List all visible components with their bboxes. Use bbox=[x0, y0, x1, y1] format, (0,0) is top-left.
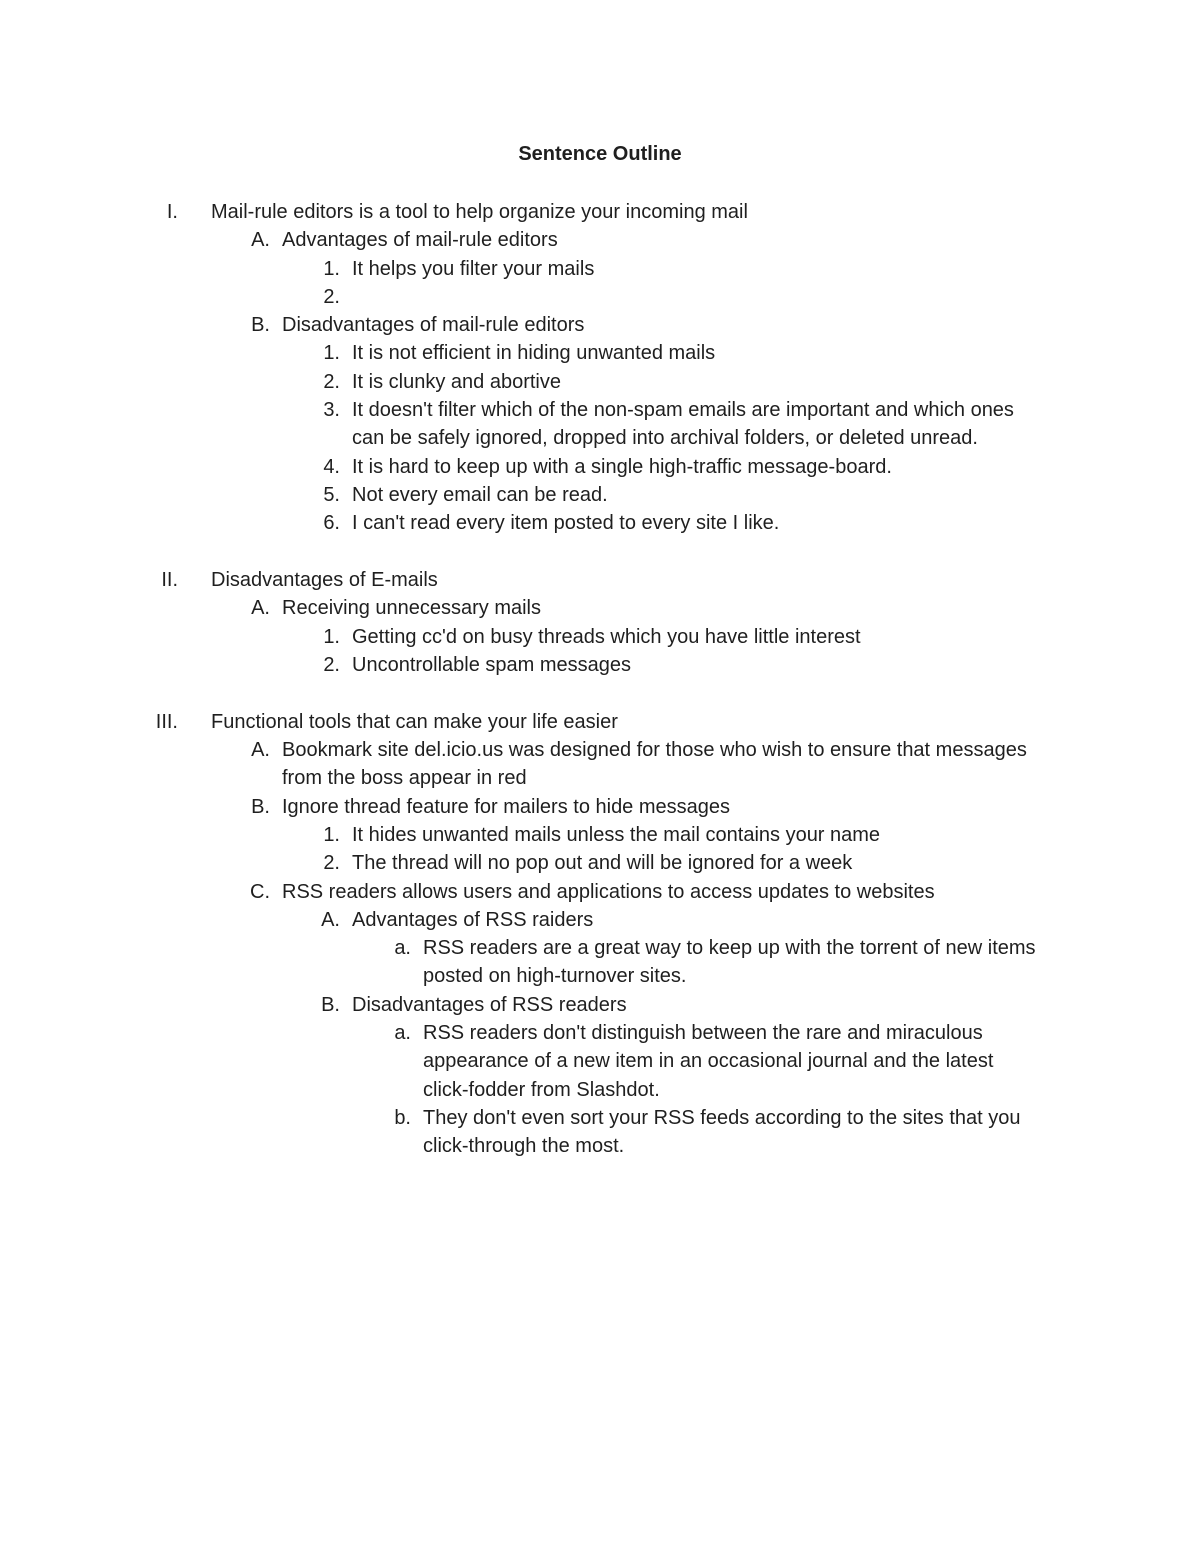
outline-text: It doesn't filter which of the non-spam emails are important and which ones can be safely ignored, dropped into archival folders, or deleted unread. bbox=[352, 399, 1014, 450]
outline-marker: C. bbox=[250, 880, 270, 903]
outline-item-level-3 bbox=[0, 481, 1200, 509]
outline-marker: 6. bbox=[323, 512, 340, 535]
outline-marker: 1. bbox=[323, 342, 340, 365]
outline-item-level-4 bbox=[0, 1019, 1200, 1104]
outline-text: Bookmark site del.icio.us was designed for those who wish to ensure that messages from the boss appear in red bbox=[282, 739, 1027, 790]
outline-text: Functional tools that can make your life easier bbox=[211, 710, 618, 733]
outline-text: Mail-rule editors is a tool to help organize your incoming mail bbox=[211, 201, 748, 223]
outline-text: It is clunky and abortive bbox=[352, 370, 561, 393]
outline-item-level-3 bbox=[0, 509, 1200, 537]
outline-marker: II. bbox=[161, 569, 178, 592]
outline-text: Not every email can be read. bbox=[352, 483, 608, 506]
outline-text: Ignore thread feature for mailers to hide messages bbox=[282, 795, 731, 818]
outline-marker: 1. bbox=[323, 625, 340, 648]
outline-text: RSS readers don't distinguish between the rare and miraculous appearance of a new item in an occasional journal and the latest click-fodder from Slashdot. bbox=[423, 1022, 994, 1101]
outline-item-level-1 bbox=[0, 708, 1200, 736]
outline-text: Advantages of RSS raiders bbox=[352, 908, 594, 931]
outline-marker: B. bbox=[251, 795, 270, 818]
outline-item-level-3 bbox=[0, 651, 1200, 679]
outline-item-level-3 bbox=[0, 906, 1200, 934]
outline-text: It is not efficient in hiding unwanted mails bbox=[352, 342, 716, 365]
outline-item-level-1 bbox=[0, 566, 1200, 594]
outline-marker: III. bbox=[155, 710, 178, 733]
outline-marker: 3. bbox=[323, 399, 340, 422]
outline-marker: b. bbox=[394, 1106, 411, 1129]
section-spacer bbox=[0, 679, 1200, 708]
outline-marker: I. bbox=[166, 201, 178, 223]
outline-item-level-2 bbox=[0, 226, 1200, 254]
outline-marker: 5. bbox=[323, 483, 340, 506]
outline-text: RSS readers are a great way to keep up with the torrent of new items posted on high-turnover sites. bbox=[423, 937, 1036, 988]
outline-text: Uncontrollable spam messages bbox=[352, 653, 632, 676]
outline-item-level-3 bbox=[0, 396, 1200, 453]
outline-marker: A. bbox=[251, 597, 270, 620]
outline-marker: 4. bbox=[323, 455, 340, 478]
outline-item-level-3 bbox=[0, 255, 1200, 283]
outline-text: Getting cc'd on busy threads which you have little interest bbox=[352, 625, 861, 648]
outline-text: I can't read every item posted to every site I like. bbox=[352, 512, 780, 535]
outline-item-level-3 bbox=[0, 453, 1200, 481]
outline-text: Disadvantages of E-mails bbox=[211, 569, 438, 592]
outline-marker: 1. bbox=[323, 823, 340, 846]
outline-item-level-3 bbox=[0, 821, 1200, 849]
outline-text: It is hard to keep up with a single high-traffic message-board. bbox=[352, 455, 892, 478]
outline-marker: 2. bbox=[323, 852, 340, 875]
outline-marker: B. bbox=[251, 314, 270, 337]
outline-marker: 2. bbox=[323, 285, 340, 308]
outline-text: They don't even sort your RSS feeds according to the sites that you click-through the most. bbox=[423, 1106, 1021, 1158]
outline-item-level-3 bbox=[0, 368, 1200, 396]
outline-marker: A. bbox=[321, 908, 340, 931]
document-title: Sentence Outline bbox=[518, 143, 682, 165]
outline-item-level-1 bbox=[0, 198, 1200, 226]
outline-marker: 2. bbox=[323, 370, 340, 393]
outline-item-level-3 bbox=[0, 623, 1200, 651]
outline-item-level-3 bbox=[0, 339, 1200, 367]
outline-text: It helps you filter your mails bbox=[352, 257, 595, 280]
outline-text: Disadvantages of mail-rule editors bbox=[282, 314, 585, 337]
outline-marker: a. bbox=[394, 1022, 411, 1045]
outline-text: Receiving unnecessary mails bbox=[282, 597, 542, 620]
section-spacer bbox=[0, 538, 1200, 567]
outline-text bbox=[352, 283, 1042, 311]
outline-item-level-2 bbox=[0, 793, 1200, 821]
outline-item-level-3 bbox=[0, 849, 1200, 877]
outline-marker: A. bbox=[251, 739, 270, 762]
outline-text: It hides unwanted mails unless the mail contains your name bbox=[352, 823, 881, 846]
outline-text: RSS readers allows users and applications to access updates to websites bbox=[282, 880, 935, 903]
outline-marker: B. bbox=[321, 993, 340, 1016]
outline-marker: 2. bbox=[323, 653, 340, 676]
outline-marker: 1. bbox=[323, 257, 340, 280]
outline-item-level-2 bbox=[0, 311, 1200, 339]
outline-item-level-2 bbox=[0, 878, 1200, 906]
outline-marker: a. bbox=[394, 937, 411, 960]
outline-marker: A. bbox=[251, 229, 270, 252]
outline-text: Advantages of mail-rule editors bbox=[282, 229, 558, 252]
outline-text: The thread will no pop out and will be ignored for a week bbox=[352, 852, 853, 875]
outline-item-level-2 bbox=[0, 594, 1200, 622]
outline-item-level-3 bbox=[0, 283, 1200, 311]
outline-item-level-4 bbox=[0, 934, 1200, 991]
outline-item-level-4 bbox=[0, 1104, 1200, 1161]
outline-list bbox=[0, 198, 1200, 1161]
outline-text: Disadvantages of RSS readers bbox=[352, 993, 627, 1016]
outline-item-level-2 bbox=[0, 736, 1200, 793]
outline-item-level-3 bbox=[0, 991, 1200, 1019]
